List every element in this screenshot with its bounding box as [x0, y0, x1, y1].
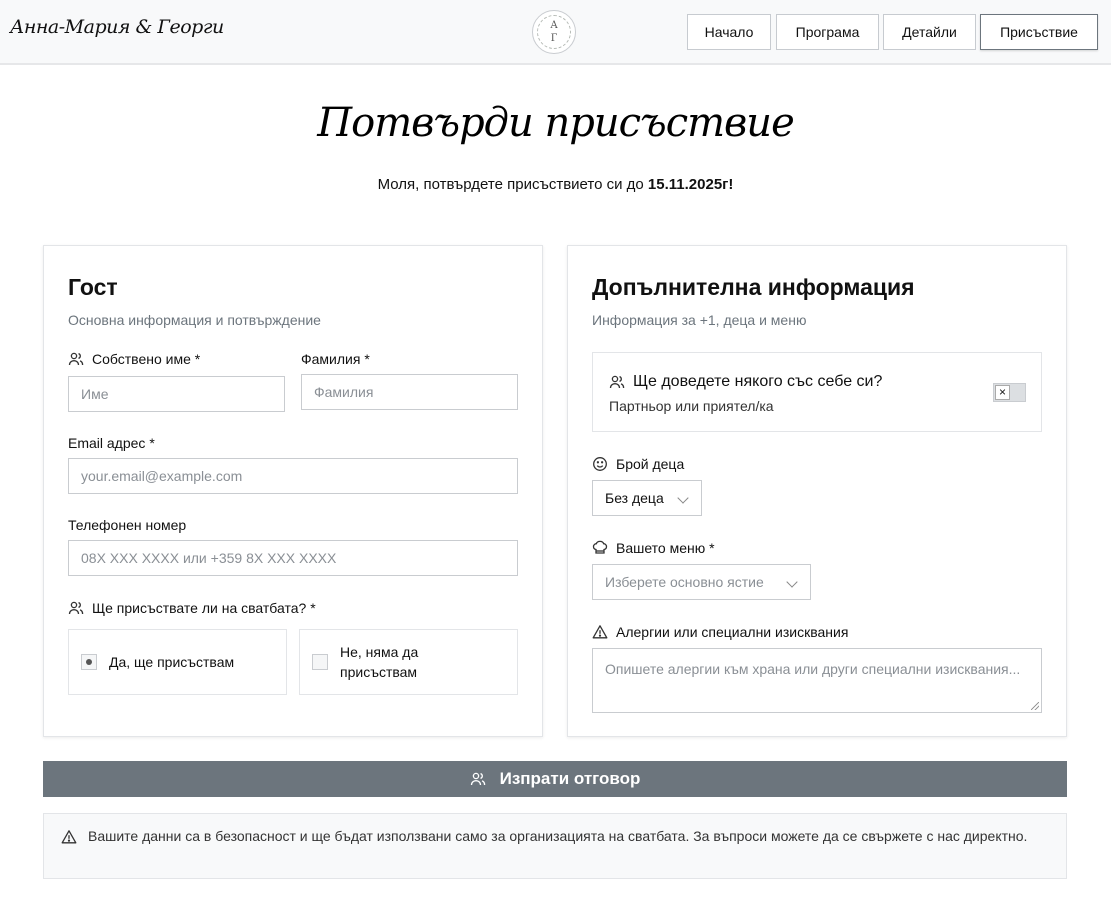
allergies-placeholder: Опишете алергии към храна или други специални изисквания...: [605, 661, 1021, 677]
guest-card: [43, 245, 543, 737]
page-subtitle: [0, 176, 1111, 193]
plus-one-title: [609, 373, 882, 391]
users-icon: [470, 771, 486, 787]
menu-label: [592, 540, 715, 556]
warning-icon: [61, 829, 77, 845]
submit-label: Изпрати отговор: [499, 769, 641, 788]
privacy-notice-text: Вашите данни са в безопасност и ще бъдат използвани само за организацията на сватбата. За въпроси можете да се свържете с нас директно.: [88, 828, 1028, 844]
attend-no-option[interactable]: [299, 629, 518, 695]
attend-yes-option[interactable]: [68, 629, 287, 695]
page-title: Потвърди присъствие: [317, 100, 794, 146]
attend-yes-label: Да, ще присъствам: [109, 654, 235, 670]
radio-selected-dot: [86, 659, 92, 665]
attendance-label-text: Ще присъствате ли на сватбата? *: [92, 600, 316, 616]
chevron-down-icon: [677, 492, 688, 503]
subtitle-text: Моля, потвърдете присъствието си до: [377, 176, 648, 193]
top-navbar: [0, 0, 1111, 65]
email-label: Email адрес *: [68, 435, 155, 451]
attend-no-radio[interactable]: [312, 654, 328, 670]
plus-one-toggle[interactable]: [993, 383, 1026, 402]
phone-input[interactable]: 08X XXX XXXX или +359 8X XXX XXXX: [68, 540, 518, 576]
first-name-label: [68, 351, 200, 367]
deadline-date: 15.11.2025г!: [647, 176, 734, 193]
submit-button[interactable]: [43, 761, 1067, 797]
menu-label-text: Вашето меню *: [616, 540, 715, 556]
plus-one-box: [592, 352, 1042, 432]
children-select[interactable]: [592, 480, 702, 516]
privacy-notice: [43, 813, 1067, 879]
extra-heading: Допълнителна информация: [592, 274, 915, 300]
attend-yes-radio[interactable]: [81, 654, 97, 670]
extra-description: Информация за +1, деца и меню: [592, 312, 807, 328]
first-name-input[interactable]: Име: [68, 376, 285, 412]
menu-select-placeholder: Изберете основно ястие: [605, 574, 764, 590]
nav-details-button[interactable]: Детайли: [883, 14, 976, 50]
users-icon: [609, 374, 625, 390]
resize-handle-icon[interactable]: [1031, 702, 1039, 710]
monogram-logo: [532, 10, 576, 54]
children-select-value: Без деца: [605, 490, 664, 506]
brand-name[interactable]: Анна-Мария & Георги: [10, 16, 224, 38]
guest-heading: Гост: [68, 274, 118, 300]
attend-no-label: Не, няма да присъствам: [340, 644, 419, 680]
allergies-label: [592, 624, 848, 640]
nav-program-button[interactable]: Програма: [776, 14, 879, 50]
attendance-label: [68, 600, 316, 616]
logo-letter-bottom: Г: [550, 33, 558, 44]
warning-icon: [592, 624, 608, 640]
guest-description: Основна информация и потвърждение: [68, 312, 321, 328]
nav-attendance-button[interactable]: Присъствие: [980, 14, 1098, 50]
first-name-label-text: Собствено име *: [92, 351, 201, 367]
last-name-label: [301, 351, 370, 367]
plus-one-subtitle: Партньор или приятел/ка: [609, 398, 774, 414]
children-label: [592, 456, 684, 472]
chevron-down-icon: [786, 576, 797, 587]
toggle-off-icon: ×: [995, 385, 1010, 400]
children-label-text: Брой деца: [616, 456, 685, 472]
allergies-label-text: Алергии или специални изисквания: [616, 624, 849, 640]
users-icon: [68, 351, 84, 367]
last-name-label-text: Фамилия *: [301, 351, 370, 367]
nav-home-button[interactable]: Начало: [687, 14, 771, 50]
extra-info-card: [567, 245, 1067, 737]
allergies-textarea[interactable]: [592, 648, 1042, 713]
logo-letter-top: А: [550, 20, 558, 31]
email-input[interactable]: your.email@example.com: [68, 458, 518, 494]
plus-one-title-text: Ще доведете някого със себе си?: [633, 373, 883, 390]
menu-select[interactable]: [592, 564, 811, 600]
users-icon: [68, 600, 84, 616]
last-name-input[interactable]: Фамилия: [301, 374, 518, 410]
phone-label: Телефонен номер: [68, 517, 187, 533]
smile-icon: [592, 456, 608, 472]
chef-hat-icon: [592, 540, 608, 556]
